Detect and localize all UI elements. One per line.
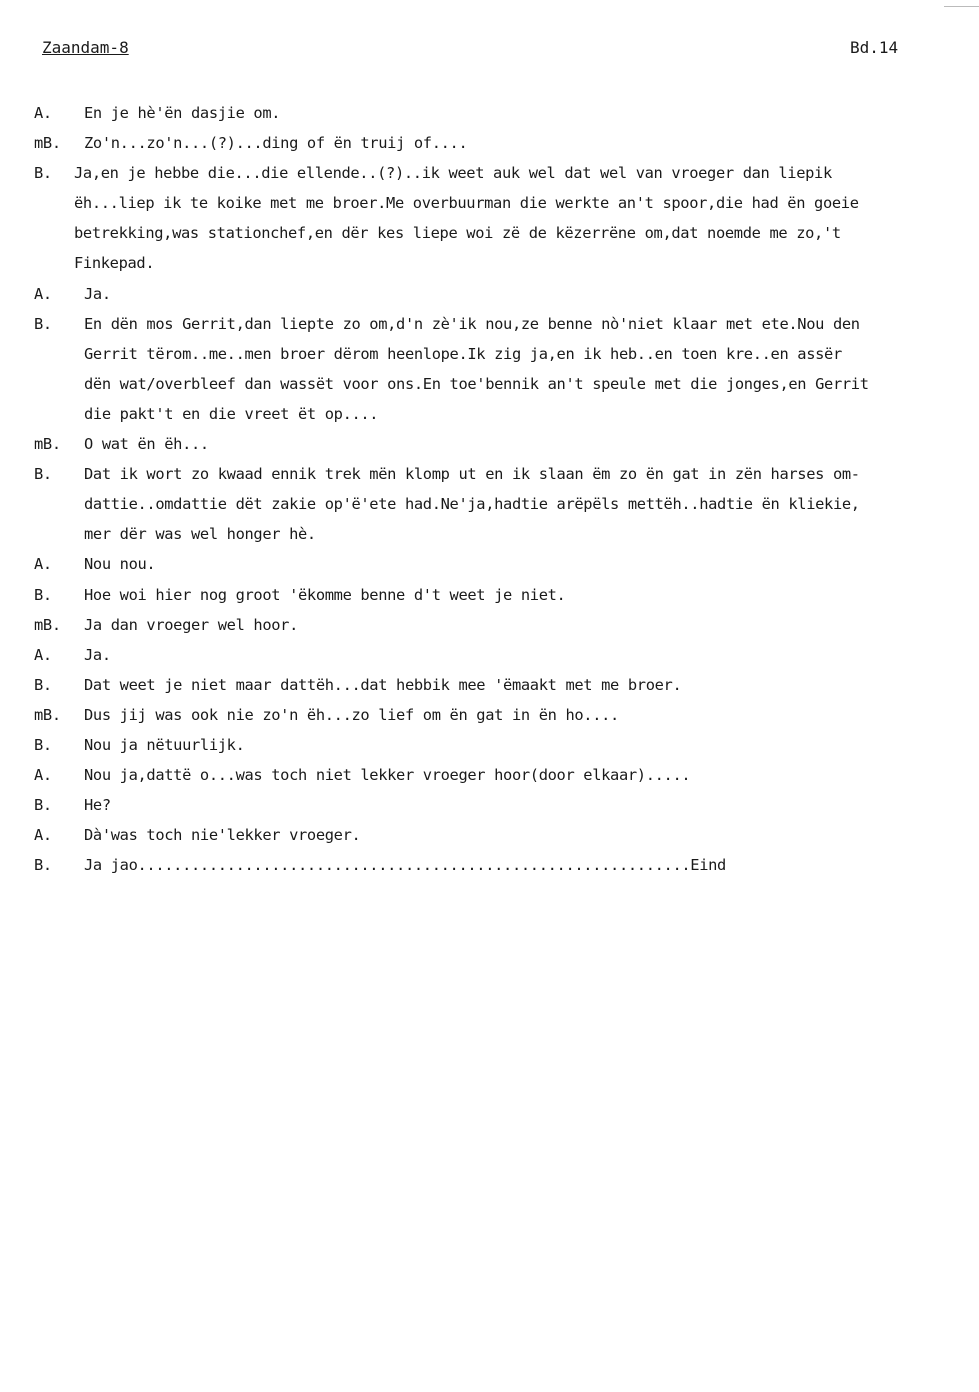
speaker-label: B. — [34, 465, 52, 484]
transcript-line — [34, 850, 974, 880]
transcript-line — [34, 369, 974, 399]
speaker-label: mB. — [34, 705, 61, 724]
transcript-line — [34, 820, 974, 850]
utterance-text: Ja. — [84, 645, 111, 664]
utterance-text: dën wat/overbleef dan wassët voor ons.En toe'bennik an't speule met die jonges,en Gerrit — [84, 374, 869, 393]
utterance-text: Ja. — [84, 284, 111, 303]
speaker-label: A. — [34, 284, 52, 303]
transcript-body — [34, 98, 974, 880]
utterance-text: ëh...liep ik te koike met me broer.Me overbuurman die werkte an't spoor,die had ën goeie — [74, 194, 859, 213]
transcript-line — [34, 248, 974, 278]
speaker-label: A. — [34, 104, 52, 122]
speaker-label: B. — [34, 675, 52, 694]
speaker-label: A. — [34, 766, 52, 785]
speaker-label: A. — [34, 826, 52, 845]
document-location-title: Zaandam-8 — [42, 38, 129, 57]
transcript-line — [34, 489, 974, 519]
speaker-label: B. — [34, 585, 52, 604]
utterance-text: Nou nou. — [84, 555, 156, 574]
speaker-label: B. — [34, 856, 52, 875]
transcript-line — [34, 580, 974, 610]
utterance-text: En dën mos Gerrit,dan liepte zo om,d'n zè'ik nou,ze benne nò'niet klaar met ete.Nou den — [84, 314, 860, 333]
utterance-text: Dat weet je niet maar dattëh...dat hebbik mee 'ëmaakt met me broer. — [84, 675, 682, 694]
transcript-line — [34, 549, 974, 579]
transcript-line — [34, 279, 974, 309]
transcript-line — [34, 790, 974, 820]
transcript-line — [34, 188, 974, 218]
transcript-line — [34, 700, 974, 730]
utterance-text: mer dër was wel honger hè. — [84, 525, 316, 544]
utterance-text: betrekking,was stationchef,en dër kes liepe woi zë de këzerrëne om,dat noemde me zo,'t — [74, 224, 841, 243]
transcript-line — [34, 519, 974, 549]
utterance-text: dattie..omdattie dët zakie op'ë'ete had.Ne'ja,hadtie arëpëls mettëh..hadtie ën kliekie, — [84, 495, 860, 514]
utterance-text: Finkepad. — [74, 254, 155, 273]
speaker-label: B. — [34, 314, 52, 333]
transcript-line — [34, 309, 974, 339]
utterance-text: Dus jij was ook nie zo'n ëh...zo lief om ën gat in ën ho.... — [84, 705, 619, 724]
utterance-text: die pakt't en die vreet ët op.... — [84, 404, 379, 423]
utterance-text: Dà'was toch nie'lekker vroeger. — [84, 826, 361, 845]
utterance-text: Nou ja,dattë o...was toch niet lekker vroeger hoor(door elkaar)..... — [84, 766, 691, 785]
speaker-label: B. — [34, 735, 52, 754]
utterance-text: Ja dan vroeger wel hoor. — [84, 615, 298, 634]
utterance-text: O wat ën ëh... — [84, 435, 209, 454]
transcript-line — [34, 339, 974, 369]
utterance-text: Ja jao..............................................................Eind — [84, 856, 726, 875]
speaker-label: mB. — [34, 435, 61, 454]
transcript-line — [34, 760, 974, 790]
transcript-line — [34, 610, 974, 640]
speaker-label: mB. — [34, 134, 61, 153]
transcript-line — [34, 459, 974, 489]
utterance-text: He? — [84, 796, 111, 815]
speaker-label: B. — [34, 796, 52, 815]
transcript-line — [34, 128, 974, 158]
transcript-line — [34, 429, 974, 459]
transcript-line — [34, 670, 974, 700]
speaker-label: A. — [34, 555, 52, 574]
utterance-text: Zo'n...zo'n...(?)...ding of ën truij of.... — [84, 134, 468, 153]
utterance-text: Hoe woi hier nog groot 'ëkomme benne d't weet je niet. — [84, 585, 566, 604]
transcript-line — [34, 730, 974, 760]
transcript-line — [34, 98, 974, 128]
utterance-text: Dat ik wort zo kwaad ennik trek mën klomp ut en ik slaan ëm zo ën gat in zën harses om- — [84, 465, 860, 484]
utterance-text: Gerrit tërom..me..men broer dërom heenlope.Ik zig ja,en ik heb..en toen kre..en assër — [84, 344, 842, 363]
speaker-label: mB. — [34, 615, 61, 634]
page-number: Bd.14 — [850, 38, 899, 57]
utterance-text: Ja,en je hebbe die...die ellende..(?)..ik weet auk wel dat wel van vroeger dan liepik — [74, 164, 832, 183]
transcript-line — [34, 218, 974, 248]
edge-mark — [944, 6, 979, 7]
transcript-line — [34, 158, 974, 188]
utterance-text: Nou ja nëtuurlijk. — [84, 735, 245, 754]
utterance-text: En je hè'ën dasjie om. — [84, 104, 281, 122]
transcript-line — [34, 640, 974, 670]
speaker-label: A. — [34, 645, 52, 664]
transcript-line — [34, 399, 974, 429]
speaker-label: B. — [34, 164, 52, 183]
